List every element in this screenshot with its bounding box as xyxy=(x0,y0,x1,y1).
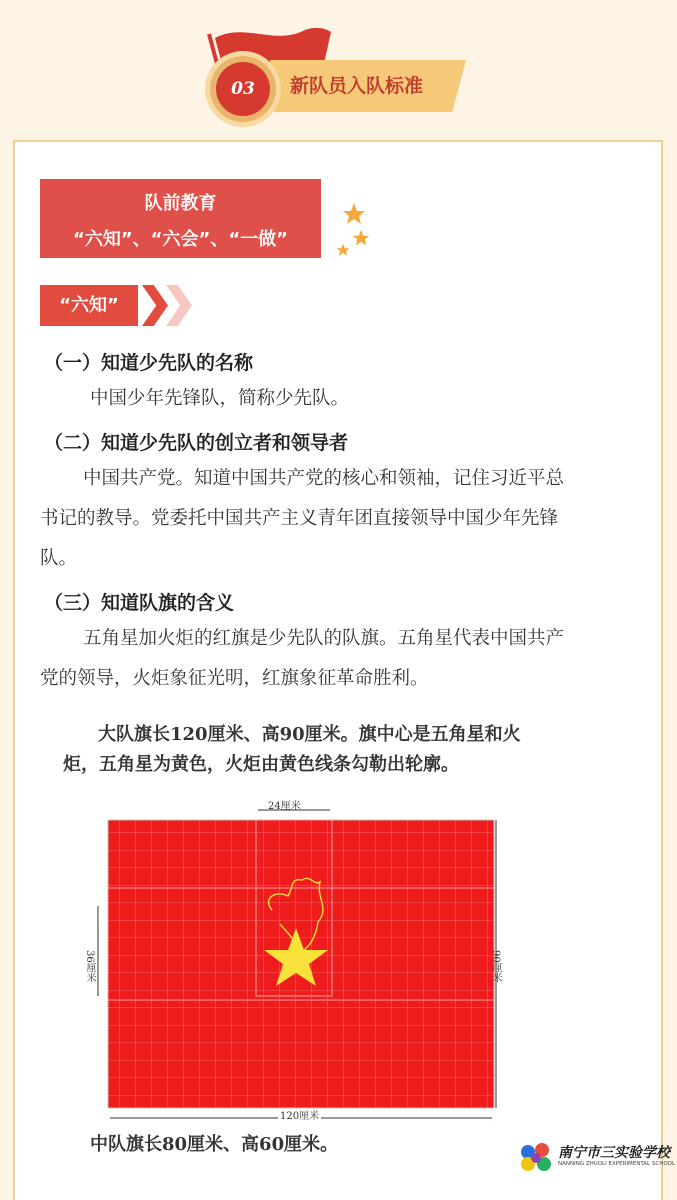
item-paragraph: 党的领导，火炬象征光明，红旗象征革命胜利。 xyxy=(40,668,429,689)
section-title: 新队员入队标准 xyxy=(290,75,424,97)
school-logo-icon xyxy=(518,1142,554,1174)
flag-diagram xyxy=(40,710,640,1185)
section-number: 03 xyxy=(216,62,270,116)
item-heading: （二）知道少先队的创立者和领导者 xyxy=(44,432,349,454)
item-heading: （一）知道少先队的名称 xyxy=(44,352,254,374)
item-paragraph: 中国少年先锋队，简称少先队。 xyxy=(90,388,350,409)
item-paragraph: 队。 xyxy=(40,548,78,569)
item-heading: （三）知道队旗的含义 xyxy=(44,592,235,614)
section-header xyxy=(0,0,677,140)
education-banner xyxy=(40,179,321,258)
school-logo-name: 南宁市三实验学校 xyxy=(558,1145,670,1161)
section-number-badge xyxy=(210,56,276,122)
education-banner-title: 队前教育 xyxy=(144,193,217,214)
dimension-label-height: 36厘米 xyxy=(84,950,95,983)
figure-caption-bottom: 中队旗长80厘米、高60厘米。 xyxy=(90,1134,339,1155)
star-icon xyxy=(336,243,350,257)
flag-drawing xyxy=(40,798,640,1128)
school-logo-subtitle: NANNING ZHUOLI EXPERIMENTAL SCHOOL xyxy=(558,1161,676,1167)
item-paragraph: 书记的教导。党委托中国共产主义青年团直接领导中国少年先锋 xyxy=(40,508,559,529)
section-tag: “六知” xyxy=(40,285,138,326)
dimension-label-flag-width: 120厘米 xyxy=(280,1111,320,1122)
dimension-label-width: 24厘米 xyxy=(268,801,301,812)
figure-caption: 大队旗长120厘米、高90厘米。旗中心是五角星和火 xyxy=(98,724,521,745)
figure-caption: 炬，五角星为黄色，火炬由黄色线条勾勒出轮廓。 xyxy=(63,754,459,775)
star-icon xyxy=(342,202,366,226)
school-logo xyxy=(518,1138,676,1178)
item-paragraph: 五角星加火炬的红旗是少先队的队旗。五角星代表中国共产 xyxy=(83,628,565,649)
education-banner-subtitle: “六知”、“六会”、“一做” xyxy=(73,229,288,250)
star-icon xyxy=(352,229,370,247)
item-paragraph: 中国共产党。知道中国共产党的核心和领袖，记住习近平总 xyxy=(83,468,565,489)
dimension-label-flag-height: 90厘米 xyxy=(490,950,501,983)
